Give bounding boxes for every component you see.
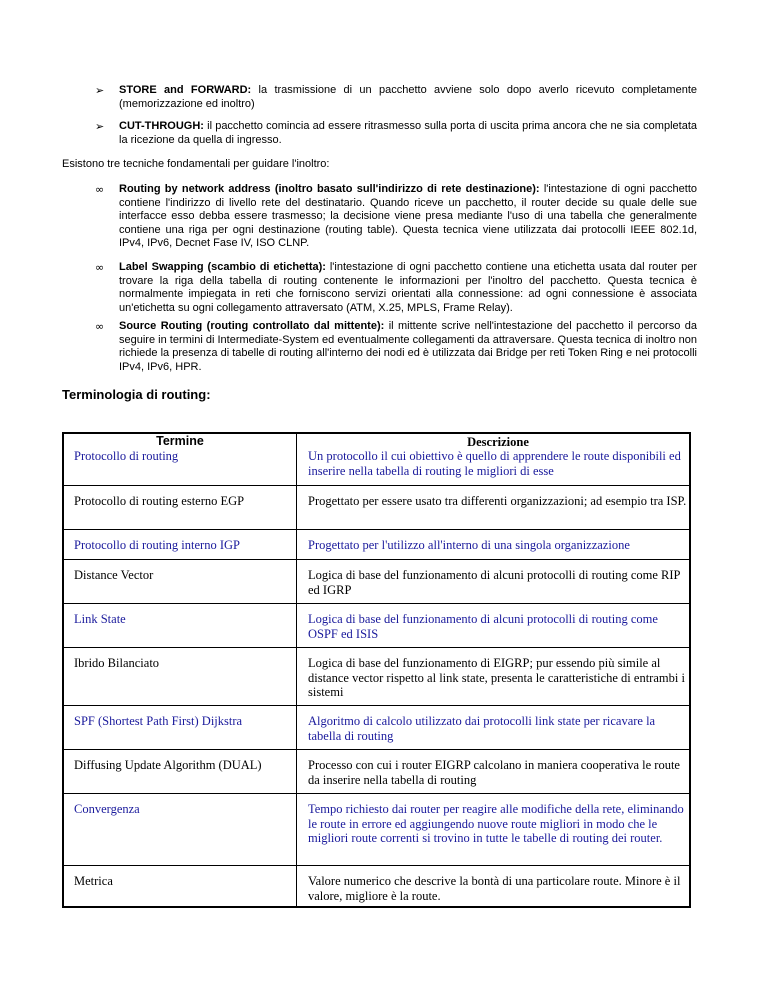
bullet-text: l'intestazione di ogni pacchetto contiene una etichetta usata dal router per trovare la riga della tabella di routing contenente le informazioni per l'inoltro del pacchetto. Questa tecnica è normalmente impiegata in reti che forniscono servizi orientati alla connessione: ad ogni connessione è associata un'etichetta su ogni collegamento attraversato (ATM, X.25, MPLS, Frame Relay). (119, 261, 697, 314)
column-header-term: Termine (156, 434, 204, 448)
term-cell: Diffusing Update Algorithm (DUAL) (74, 758, 262, 772)
table-row (64, 434, 689, 486)
term-cell: Ibrido Bilanciato (74, 656, 160, 670)
table-row (64, 866, 689, 906)
bullet-cut-through (119, 120, 697, 147)
bullet-title: STORE and FORWARD: (119, 84, 252, 96)
table-row (64, 706, 689, 750)
term-cell: Protocollo di routing (74, 449, 179, 463)
bullet-title: Label Swapping (scambio di etichetta): (119, 261, 326, 273)
bullet-title: Source Routing (routing controllato dal mittente): (119, 320, 385, 332)
bullet-title: CUT-THROUGH: (119, 120, 204, 132)
description-cell: Valore numerico che descrive la bontà di una particolare route. Minore è il valore, migliore è la route. (308, 874, 681, 903)
description-cell: Processo con cui i router EIGRP calcolano in maniera cooperativa le route da inserire nella tabella di routing (308, 758, 680, 787)
bullet-text: il mittente scrive nell'intestazione del pacchetto il percorso da seguire in termini di Intermediate-System ed eventualmente collegamenti da attraversare. Questa tecnica di inoltro non richiede la presenza di tabelle di routing all'interno dei nodi ed è utilizzata dai Bridge per reti Token Ring e nei protocolli IPv4, IPv6, HPR. (119, 320, 697, 373)
bullet-label-swapping (119, 261, 697, 315)
term-cell: Convergenza (74, 802, 140, 816)
term-cell: Link State (74, 612, 126, 626)
term-cell: Metrica (74, 874, 113, 888)
description-cell: Tempo richiesto dai router per reagire alle modifiche della rete, eliminando le route in errore ed aggiungendo nuove route migliori in modo che le migliori route correnti si trovino in tutte le tabelle di routing dei router. (308, 802, 684, 845)
description-cell: Logica di base del funzionamento di EIGRP; pur essendo più simile al distance vector rispetto al link state, presenta le caratteristiche di entrambi i sistemi (308, 656, 685, 699)
description-cell: Progettato per l'utilizzo all'interno di una singola organizzazione (308, 538, 630, 552)
arrow-bullet-icon: ➢ (95, 84, 105, 97)
table-row (64, 486, 689, 530)
bullet-text: il pacchetto comincia ad essere ritrasmesso sulla porta di uscita prima ancora che ne sia completata la ricezione da quella di ingresso. (119, 120, 697, 146)
infinity-bullet-icon: ∞ (95, 183, 105, 196)
description-cell: Progettato per essere usato tra differenti organizzazioni; ad esempio tra ISP. (308, 494, 687, 508)
bullet-store-and-forward (119, 84, 697, 111)
column-header-description: Descrizione (467, 435, 529, 449)
description-cell: Logica di base del funzionamento di alcuni protocolli di routing come RIP ed IGRP (308, 568, 681, 597)
bullet-routing-by-network-address (119, 183, 697, 251)
bullet-text: la trasmissione di un pacchetto avviene solo dopo averlo ricevuto completamente (memorizzazione ed inoltro) (119, 84, 697, 110)
bullet-text: l'intestazione di ogni pacchetto contiene l'indirizzo di livello rete del destinatario. Quando riceve un pacchetto, il router decide su quale delle sue interfacce esso debba essere trasmesso; la decisione viene presa mediante l'uso di una tabella che generalmente contiene una riga per ogni destinazione (routing table). Questa tecnica viene utilizzata dai protocolli IEEE 802.1d, IPv4, IPv6, Decnet Fase IV, ISO CLNP. (119, 183, 697, 249)
intro-paragraph: Esistono tre tecniche fondamentali per guidare l'inoltro: (62, 158, 330, 170)
infinity-bullet-icon: ∞ (95, 261, 105, 274)
bullet-title: Routing by network address (inoltro basato sull'indirizzo di rete destinazione): (119, 183, 540, 195)
table-row (64, 604, 689, 648)
term-cell: SPF (Shortest Path First) Dijkstra (74, 714, 243, 728)
terminology-table (62, 432, 691, 908)
description-cell: Un protocollo il cui obiettivo è quello di apprendere le route disponibili ed inserire nella tabella di routing le migliori di esse (308, 449, 681, 478)
term-cell: Protocollo di routing interno IGP (74, 538, 240, 552)
table-row (64, 750, 689, 794)
table-row (64, 648, 689, 706)
bullet-source-routing (119, 320, 697, 374)
description-cell: Logica di base del funzionamento di alcuni protocolli di routing come OSPF ed ISIS (308, 612, 658, 641)
infinity-bullet-icon: ∞ (95, 320, 105, 333)
table-row (64, 530, 689, 560)
arrow-bullet-icon: ➢ (95, 120, 105, 133)
term-cell: Protocollo di routing esterno EGP (74, 494, 245, 508)
table-row (64, 560, 689, 604)
table-row (64, 794, 689, 866)
section-title: Terminologia di routing: (62, 387, 211, 402)
term-cell: Distance Vector (74, 568, 154, 582)
description-cell: Algoritmo di calcolo utilizzato dai protocolli link state per ricavare la tabella di routing (308, 714, 656, 743)
